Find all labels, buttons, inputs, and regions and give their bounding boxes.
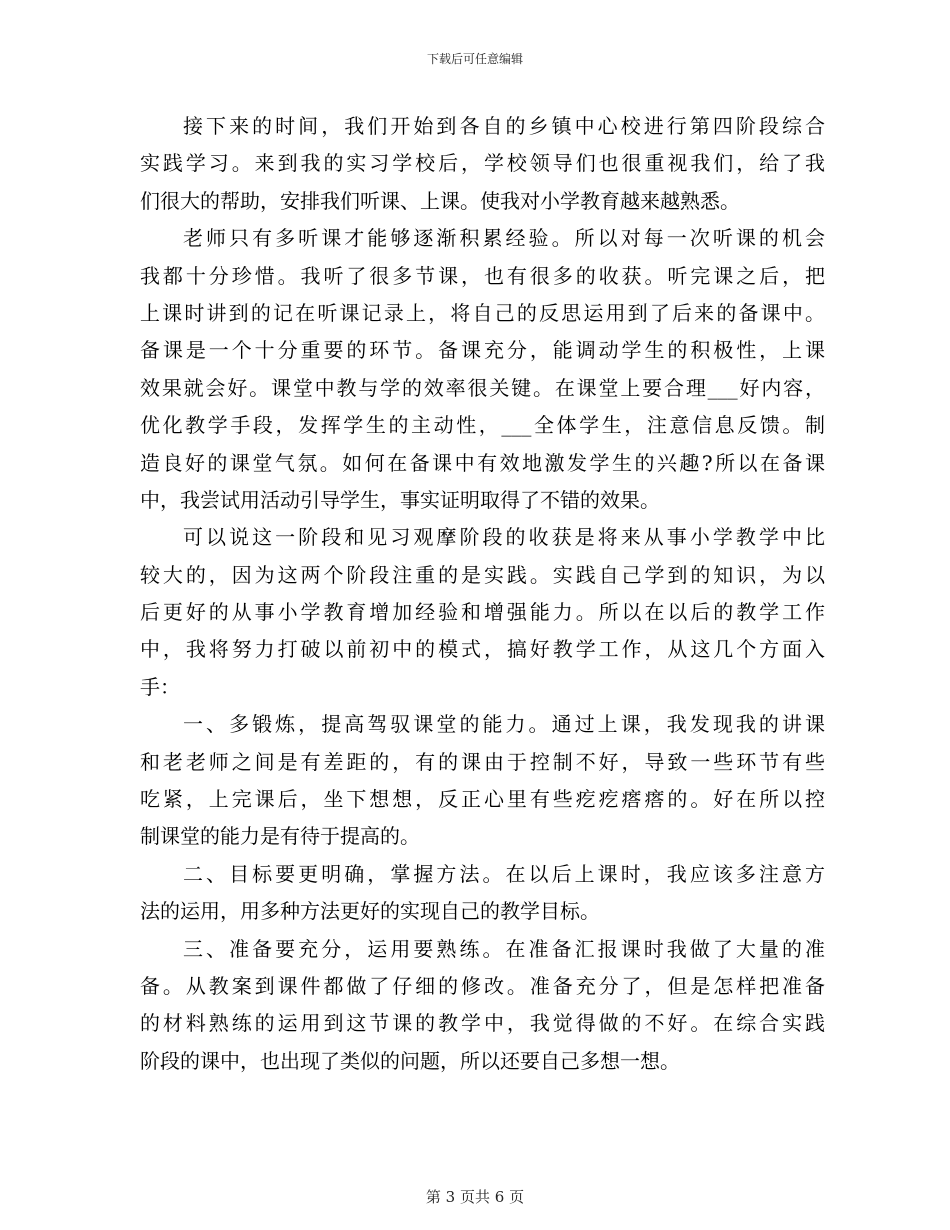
paragraph-line: 备。从教案到课件都做了仔细的修改。准备充分了，但是怎样把准备 bbox=[140, 973, 825, 998]
paragraph-line: 吃紧，上完课后，坐下想想，反正心里有些疙疙瘩瘩的。好在所以控 bbox=[140, 787, 825, 812]
paragraph-line: 接下来的时间，我们开始到各自的乡镇中心校进行第四阶段综合 bbox=[183, 114, 825, 138]
paragraph-line: 的材料熟练的运用到这节课的教学中，我觉得做的不好。在综合实践 bbox=[140, 1011, 825, 1036]
paragraph-line: 法的运用，用多种方法更好的实现自己的教学目标。 bbox=[140, 899, 600, 924]
page-footer: 第 3 页共 6 页 bbox=[425, 1188, 525, 1206]
paragraph-line: 中，我将努力打破以前初中的模式，搞好教学工作，从这几个方面入 bbox=[140, 637, 825, 662]
document-body bbox=[140, 108, 825, 1080]
paragraph-line: 三、准备要充分，运用要熟练。在准备汇报课时我做了大量的准 bbox=[183, 936, 825, 961]
paragraph-line: 和老老师之间是有差距的，有的课由于控制不好，导致一些环节有些 bbox=[140, 749, 825, 774]
paragraph-line: 我都十分珍惜。我听了很多节课，也有很多的收获。听完课之后，把 bbox=[140, 263, 825, 288]
paragraph-line: 可以说这一阶段和见习观摩阶段的收获是将来从事小学教学中比 bbox=[183, 525, 825, 550]
paragraph-line: 造良好的课堂气氛。如何在备课中有效地激发学生的兴趣?所以在备课 bbox=[140, 450, 825, 475]
paragraph-line: 手： bbox=[140, 674, 180, 699]
paragraph-line: 效果就会好。课堂中教与学的效率很关键。在课堂上要合理___好内容， bbox=[140, 375, 825, 400]
paragraph-line: 阶段的课中，也出现了类似的问题，所以还要自己多想一想。 bbox=[140, 1048, 680, 1073]
paragraph-line: 一、多锻炼，提高驾驭课堂的能力。通过上课，我发现我的讲课 bbox=[183, 712, 825, 737]
paragraph-line: 优化教学手段，发挥学生的主动性，___全体学生，注意信息反馈。制 bbox=[140, 413, 825, 438]
paragraph-line: 中，我尝试用活动引导学生，事实证明取得了不错的效果。 bbox=[140, 487, 660, 512]
paragraph-line: 上课时讲到的记在听课记录上，将自己的反思运用到了后来的备课中。 bbox=[140, 300, 825, 325]
paragraph-line: 后更好的从事小学教育增加经验和增强能力。所以在以后的教学工作 bbox=[140, 600, 825, 625]
paragraph-line: 制课堂的能力是有待于提高的。 bbox=[140, 824, 420, 849]
paragraph-line: 们很大的帮助，安排我们听课、上课。使我对小学教育越来越熟悉。 bbox=[140, 188, 740, 213]
paragraph-line: 较大的，因为这两个阶段注重的是实践。实践自己学到的知识，为以 bbox=[140, 562, 825, 587]
paragraph-line: 二、目标要更明确，掌握方法。在以后上课时，我应该多注意方 bbox=[183, 861, 825, 886]
page-header: 下载后可任意编辑 bbox=[426, 52, 523, 66]
paragraph-line: 实践学习。来到我的实习学校后，学校领导们也很重视我们，给了我 bbox=[140, 151, 825, 176]
paragraph-line: 备课是一个十分重要的环节。备课充分，能调动学生的积极性，上课 bbox=[140, 338, 825, 363]
paragraph-line: 老师只有多听课才能够逐渐积累经验。所以对每一次听课的机会 bbox=[183, 226, 825, 251]
